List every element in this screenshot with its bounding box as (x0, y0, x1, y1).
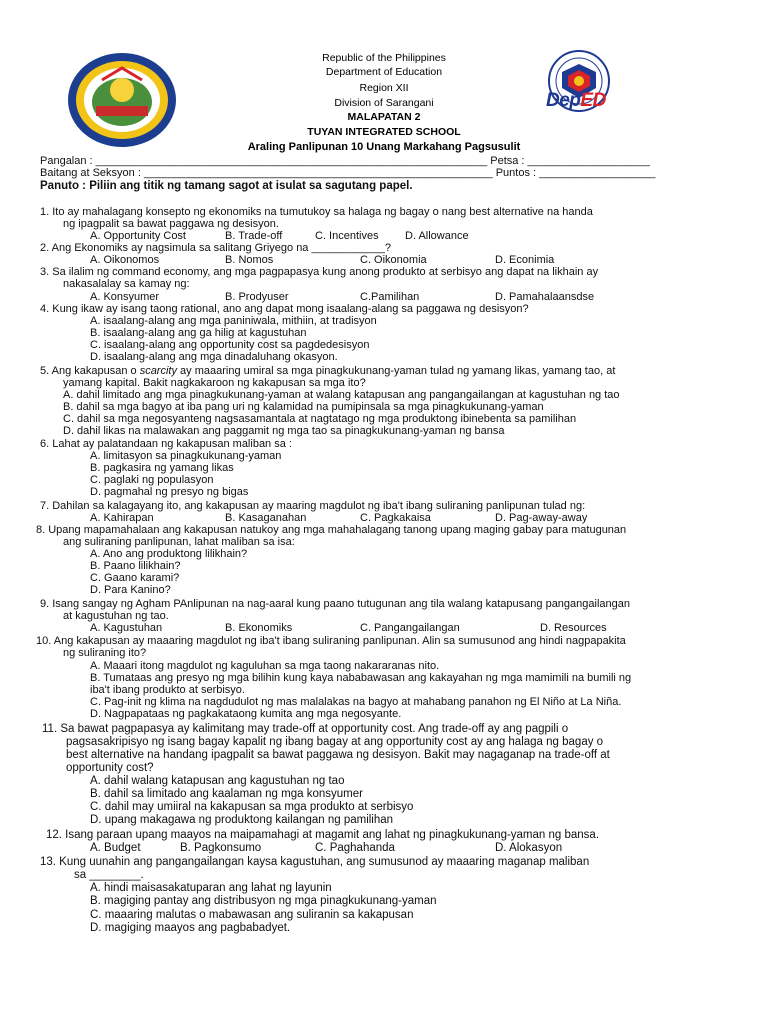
option[interactable]: A. dahil walang katapusan ang kagustuhan ng tao (90, 775, 345, 787)
option[interactable]: C. paglaki ng populasyon (90, 474, 214, 486)
option[interactable]: A. Oikonomos (90, 254, 160, 266)
header-republic: Republic of the Philippines (322, 52, 446, 64)
question-10-text-cont: ng suliraning ito? (63, 647, 147, 659)
question-7-text: 7. Dahilan sa kalagayang ito, ang kakapusan ay maaring magdulot ng iba't ibang suliraning panlipunan tulad ng: (40, 500, 586, 512)
option[interactable]: A. Konsyumer (90, 291, 160, 303)
question-3-text: 3. Sa ilalim ng command economy, ang mga pagpapasya kung anong produkto at serbisyo ang dapat na likhain ay (40, 266, 599, 278)
option[interactable]: A. Budget (90, 842, 141, 854)
question-3-text-cont: nakasalalay sa kamay ng: (63, 278, 190, 290)
header-exam-title: Araling Panlipunan 10 Unang Markahang Pagsusulit (247, 141, 521, 153)
question-13-text-cont: sa ________. (74, 869, 144, 881)
option[interactable]: D. upang makagawa ng produktong kailangan ng pamilihan (90, 814, 394, 826)
option[interactable]: B. dahil sa mga bagyo at iba pang uri ng kalamidad na pumipinsala sa mga pinagkukunang-yaman (63, 401, 544, 413)
option[interactable]: C. Incentives (315, 230, 379, 242)
option[interactable]: B. Kasaganahan (225, 512, 307, 524)
q5-text-b: ay maaaring umiral sa mga pinagkukunang-yaman tulad ng yamang likas, yamang tao, at (176, 365, 616, 377)
instructions: Panuto : Piliin ang titik ng tamang sagot at isulat sa sagutang papel. (40, 180, 413, 192)
option[interactable]: D. pagmahal ng presyo ng bigas (90, 486, 249, 498)
option[interactable]: A. Maaari itong magdulot ng kaguluhan sa mga taong nakararanas nito. (90, 660, 440, 672)
question-12-text: 12. Isang paraan upang maayos na maipamahagi at magamit ang lahat ng pinagkukunang-yaman ng bansa. (46, 829, 600, 841)
option[interactable]: A. Kagustuhan (90, 622, 163, 634)
pangalan-field[interactable]: Pangalan : ________________________________________________________________ Petsa : ____________________ (40, 155, 650, 167)
option[interactable]: C. dahil sa mga negosyanteng nagsasamantala at nagtatago ng mga produktong ibinebenta sa pamilihan (63, 413, 577, 425)
option[interactable]: B. Paano lilikhain? (90, 560, 181, 572)
option[interactable]: C. Pagkakaisa (360, 512, 431, 524)
question-1-text: 1. Ito ay mahalagang konsepto ng ekonomiks na tumutukoy sa halaga ng bagay o nang best alternative na handa (40, 206, 593, 218)
option[interactable]: D. magiging maayos ang pagbabadyet. (90, 922, 291, 934)
option[interactable]: D. Allowance (405, 230, 469, 242)
question-5-text (40, 366, 615, 377)
option[interactable]: D. isaalang-alang ang mga dinadaluhang okasyon. (90, 351, 338, 363)
option[interactable]: B. Tumataas ang presyo ng mga bilihin kung kaya nababawasan ang kakayahan ng mga mamimili na bumili ng (90, 672, 632, 684)
question-11-text: 11. Sa bawat pagpapasya ay kalimitang may trade-off at opportunity cost. Ang trade-off ay ang pagpili o (42, 723, 569, 735)
question-2-text: 2. Ang Ekonomiks ay nagsimula sa salitang Griyego na ____________? (40, 242, 392, 254)
option[interactable]: D. Para Kanino? (90, 584, 171, 596)
option[interactable]: B. isaalang-alang ang ga hilig at kagustuhan (90, 327, 307, 339)
option[interactable]: C. Paghahanda (315, 842, 395, 854)
deped-wordmark-ed: ED (580, 90, 606, 111)
question-10-text: 10. Ang kakapusan ay maaaring magdulot ng iba't ibang suliraning panlipunan. Alin sa sumusunod ang hindi nagpapakita (36, 635, 626, 647)
option[interactable]: C. Pangangailangan (360, 622, 460, 634)
option[interactable]: C.Pamilihan (360, 291, 420, 303)
question-11-text-cont: best alternative na handang ipagpalit sa bawat paggawa ng desisyon. Bakit may nagaganap na trade-off at (66, 749, 610, 761)
question-9-text-cont: at kagustuhan ng tao. (63, 610, 169, 622)
header-division: Division of Sarangani (334, 97, 434, 109)
option[interactable]: B. Prodyuser (225, 291, 289, 303)
question-11-text-cont: opportunity cost? (66, 762, 154, 774)
question-8-text-cont: ang suliraning panlipunan, lahat maliban sa isa: (63, 536, 295, 548)
option[interactable]: D. Nagpapataas ng pagkakataong kumita ang mga negosyante. (90, 708, 402, 720)
question-9-text: 9. Isang sangay ng Agham PAnlipunan na nag-aaral kung paano tutugunan ang tila walang katapusang pangangailangan (40, 598, 630, 610)
header-region: Region XII (359, 82, 409, 94)
option[interactable]: C. Pag-init ng klima na nagdudulot ng mas malalakas na bagyo at mahabang panahon ng El Niño at La Niña. (90, 696, 622, 708)
option[interactable]: C. Gaano karami? (90, 572, 180, 584)
option[interactable]: C. isaalang-alang ang opportunity cost sa pagdedesisyon (90, 339, 370, 351)
q5-text-a: 5. Ang kakapusan o (40, 365, 140, 377)
option[interactable]: A. Opportunity Cost (90, 230, 186, 242)
option[interactable]: A. limitasyon sa pinagkukunang-yaman (90, 450, 282, 462)
option[interactable]: C. Oikonomia (360, 254, 427, 266)
q5-text-italic: scarcity (139, 365, 177, 377)
question-6-text: 6. Lahat ay palatandaan ng kakapusan maliban sa : (40, 438, 292, 450)
header-district: MALAPATAN 2 (347, 111, 421, 123)
option[interactable]: C. maaaring malutas o mabawasan ang suliranin sa kakapusan (90, 909, 414, 921)
option[interactable]: D. dahil likas na malawakan ang paggamit ng mga tao sa pinagkukunang-yaman ng bansa (63, 425, 505, 437)
option[interactable]: B. Nomos (225, 254, 274, 266)
option[interactable]: D. Alokasyon (495, 842, 563, 854)
option[interactable]: C. dahil may umiiral na kakapusan sa mga produkto at serbisyo (90, 801, 414, 813)
question-8-text: 8. Upang mapamahalaan ang kakapusan natukoy ang mga mahahalagang tanong upang maging gabay para matugunan (36, 524, 627, 536)
question-5-text-cont: yamang kapital. Bakit nagkakaroon ng kakapusan sa mga ito? (63, 377, 366, 389)
option[interactable]: D. Pag-away-away (495, 512, 588, 524)
option[interactable]: B. Trade-off (225, 230, 283, 242)
header-school: TUYAN INTEGRATED SCHOOL (307, 126, 461, 138)
header-department: Department of Education (325, 66, 443, 78)
option[interactable]: D. Pamahalaansdse (495, 291, 595, 303)
question-1-text-cont: ng ipagpalit sa bawat paggawa ng desisyon. (63, 218, 279, 230)
option[interactable]: A. hindi maisasakatuparan ang lahat ng layunin (90, 882, 332, 894)
deped-wordmark-dep: Dep (546, 90, 581, 111)
question-13-text: 13. Kung uunahin ang pangangailangan kaysa kagustuhan, ang sumusunod ay maaaring maganap maliban (40, 856, 590, 868)
option[interactable]: A. Ano ang produktong lilikhain? (90, 548, 248, 560)
option-cont: iba't ibang produkto at serbisyo. (90, 684, 245, 696)
option[interactable]: A. dahil limitado ang mga pinagkukunang-yaman at walang katapusan ang pangangailangan at kagustuhan ng tao (63, 389, 620, 401)
option[interactable]: B. dahil sa limitado ang kaalaman ng mga konsyumer (90, 788, 363, 800)
option[interactable]: B. pagkasira ng yamang likas (90, 462, 234, 474)
question-11-text-cont: pagsasakripisyo ng isang bagay kapalit ng ibang bagay at ang opportunity cost ay ang halaga ng bagay o (66, 736, 604, 748)
option[interactable]: D. Resources (540, 622, 607, 634)
option[interactable]: D. Econimia (495, 254, 555, 266)
option[interactable]: B. Pagkonsumo (180, 842, 262, 854)
baitang-field[interactable]: Baitang at Seksyon : _________________________________________________________ Puntos : ___________________ (40, 167, 656, 179)
option[interactable]: B. Ekonomiks (225, 622, 293, 634)
question-4-text: 4. Kung ikaw ay isang taong rational, ano ang dapat mong isaalang-alang sa paggawa ng desisyon? (40, 303, 529, 315)
option[interactable]: A. isaalang-alang ang mga paniniwala, mithiin, at tradisyon (90, 315, 377, 327)
option[interactable]: A. Kahirapan (90, 512, 154, 524)
option[interactable]: B. magiging pantay ang distribusyon ng mga pinagkukunang-yaman (90, 895, 437, 907)
